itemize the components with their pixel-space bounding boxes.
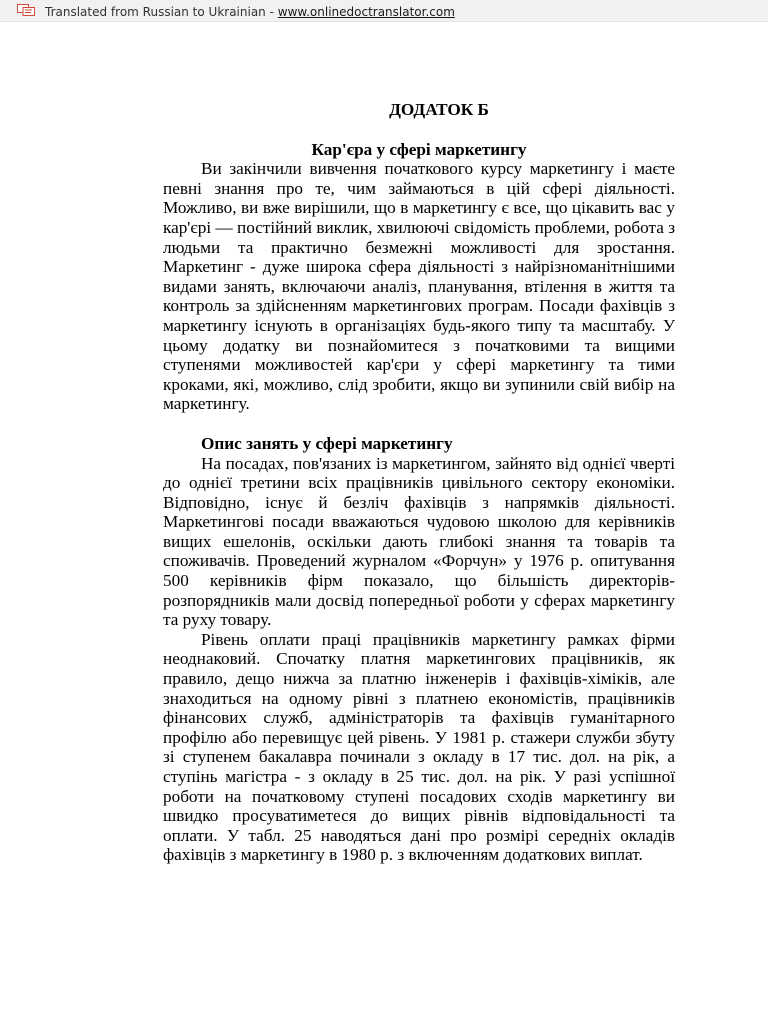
appendix-title: ДОДАТОК Б <box>389 100 489 119</box>
translator-link[interactable]: www.onlinedoctranslator.com <box>277 5 455 19</box>
banner-prefix: Translated from Russian to Ukrainian - <box>45 5 278 19</box>
translator-logo-icon <box>17 4 35 16</box>
banner-text <box>45 5 455 19</box>
subsection-title: Опис занять у сфері маркетингу <box>201 433 453 453</box>
translator-banner <box>0 0 768 22</box>
paragraph-employment: На посадах, пов'язаних із маркетингом, зайнято від однієї чверті до однієї третини всіх працівників цивільного сектору економіки. Відповідно, існує й безліч фахівців з напрямків діяльності. Маркетингові посади вважаються чудовою школою для керівників вищих ешелонів, оскільки дають глибокі знання та товарів та споживачів. Проведений журналом «Форчун» у 1976 р. опитування 500 керівників фірм показало, що більшість директорів-розпорядників мали досвід попередньої роботи у сферах маркетингу та руху товару. <box>163 453 675 630</box>
paragraph-salary: Рівень оплати праці працівників маркетингу рамках фірми неоднаковий. Спочатку платня маркетингових працівників, як правило, дещо нижча за платню інженерів і фахівців-хіміків, але знаходиться на одному рівні з платнею економістів, працівників фінансових служб, адміністраторів та фахівців гуманітарного профілю або перевищує цей рівень. У 1981 р. стажери служби збуту зі ступенем бакалавра починали з окладу в 17 тис. дол. на рік, а ступінь магістра - з окладу в 25 тис. дол. на рік. У разі успішної роботи на початковому ступені посадових сходів маркетингу ви швидко просуватиметеся до вищих рівнів відповідальності та оплати. У табл. 25 наводяться дані про розмірі середніх окладів фахівців з маркетингу в 1980 р. з включенням додаткових виплат. <box>163 629 675 865</box>
document-page <box>163 100 675 865</box>
section-title: Кар'єра у сфері маркетингу <box>311 139 527 159</box>
intro-paragraph: Ви закінчили вивчення початкового курсу маркетингу і маєте певні знання про те, чим займаються в цій сфері діяльності. Можливо, ви вже вирішили, що в маркетингу є все, що цікавить вас у кар'єрі — постійний виклик, хвилюючі свідомість проблеми, робота з людьми та практично безмежні можливості для зростання. Маркетинг - дуже широка сфера діяльності з найрізноманітнішими видами занять, включаючи аналіз, планування, втілення в життя та контроль за здійсненням маркетингових програм. Посади фахівців з маркетингу існують в організаціях будь-якого типу та масштабу. У цьому додатку ви познайомитеся з початковими та вищими ступенями можливостей кар'єри у сфері маркетингу та тими кроками, які, можливо, слід зробити, якщо ви зупинили свій вибір на маркетингу. <box>163 159 675 414</box>
